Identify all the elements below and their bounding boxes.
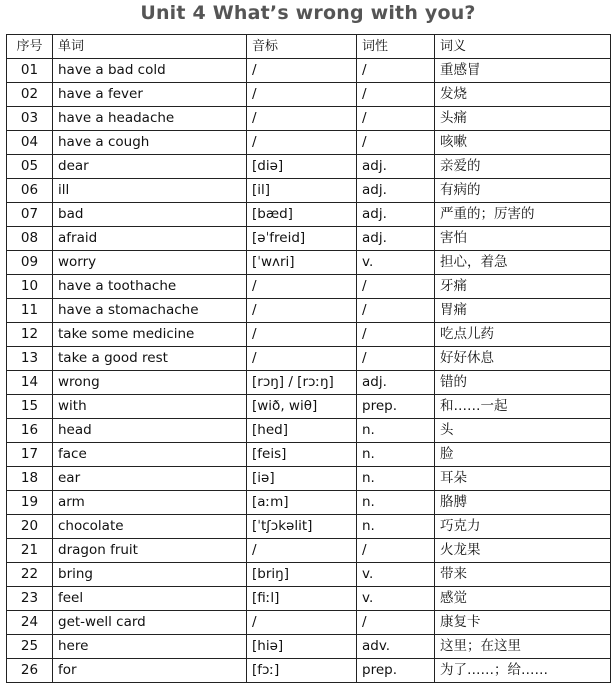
table-row: [7, 179, 611, 203]
cell-ipa: [ˈtʃɔkəlit]: [247, 515, 357, 539]
cell-num: 15: [7, 395, 53, 419]
cell-word: take some medicine: [53, 323, 247, 347]
cell-word: face: [53, 443, 247, 467]
header-pos: 词性: [357, 35, 435, 59]
cell-ipa: [ˈwʌri]: [247, 251, 357, 275]
cell-pos: n.: [357, 491, 435, 515]
cell-num: 03: [7, 107, 53, 131]
cell-word: wrong: [53, 371, 247, 395]
cell-meaning: 错的: [435, 371, 611, 395]
table-row: [7, 659, 611, 683]
cell-word: dear: [53, 155, 247, 179]
cell-num: 04: [7, 131, 53, 155]
cell-meaning: 发烧: [435, 83, 611, 107]
cell-meaning: 感觉: [435, 587, 611, 611]
cell-pos: adv.: [357, 635, 435, 659]
cell-meaning: 火龙果: [435, 539, 611, 563]
cell-word: have a bad cold: [53, 59, 247, 83]
page-title: Unit 4 What’s wrong with you?: [140, 2, 476, 24]
cell-num: 21: [7, 539, 53, 563]
cell-num: 14: [7, 371, 53, 395]
cell-meaning: 头: [435, 419, 611, 443]
cell-pos: /: [357, 347, 435, 371]
table-row: [7, 443, 611, 467]
cell-pos: n.: [357, 443, 435, 467]
cell-word: with: [53, 395, 247, 419]
cell-num: 25: [7, 635, 53, 659]
cell-ipa: [iə]: [247, 467, 357, 491]
cell-pos: /: [357, 539, 435, 563]
cell-meaning: 咳嗽: [435, 131, 611, 155]
cell-pos: v.: [357, 251, 435, 275]
cell-meaning: 有病的: [435, 179, 611, 203]
table-row: [7, 563, 611, 587]
cell-meaning: 好好休息: [435, 347, 611, 371]
cell-word: feel: [53, 587, 247, 611]
cell-word: chocolate: [53, 515, 247, 539]
table-row: [7, 155, 611, 179]
cell-word: for: [53, 659, 247, 683]
cell-pos: n.: [357, 467, 435, 491]
cell-meaning: 脸: [435, 443, 611, 467]
cell-pos: /: [357, 299, 435, 323]
header-ipa: 音标: [247, 35, 357, 59]
table-row: [7, 227, 611, 251]
table-row: [7, 347, 611, 371]
table-row: [7, 611, 611, 635]
cell-num: 08: [7, 227, 53, 251]
cell-ipa: [əˈfreid]: [247, 227, 357, 251]
cell-num: 06: [7, 179, 53, 203]
cell-word: have a stomachache: [53, 299, 247, 323]
cell-pos: /: [357, 83, 435, 107]
cell-ipa: [hiə]: [247, 635, 357, 659]
header-meaning: 词义: [435, 35, 611, 59]
cell-ipa: [il]: [247, 179, 357, 203]
cell-pos: /: [357, 131, 435, 155]
cell-word: get-well card: [53, 611, 247, 635]
header-word: 单词: [53, 35, 247, 59]
table-row: [7, 83, 611, 107]
cell-num: 17: [7, 443, 53, 467]
cell-ipa: [fiːl]: [247, 587, 357, 611]
cell-meaning: 为了……；给……: [435, 659, 611, 683]
cell-num: 22: [7, 563, 53, 587]
cell-ipa: [fɔː]: [247, 659, 357, 683]
cell-meaning: 严重的；厉害的: [435, 203, 611, 227]
cell-word: have a headache: [53, 107, 247, 131]
cell-ipa: /: [247, 611, 357, 635]
table-row: [7, 635, 611, 659]
cell-word: ear: [53, 467, 247, 491]
header-num: 序号: [7, 35, 53, 59]
cell-num: 02: [7, 83, 53, 107]
cell-pos: /: [357, 275, 435, 299]
cell-pos: adj.: [357, 203, 435, 227]
table-row: [7, 323, 611, 347]
table-row: [7, 419, 611, 443]
table-row: [7, 539, 611, 563]
cell-ipa: /: [247, 83, 357, 107]
cell-num: 11: [7, 299, 53, 323]
cell-meaning: 康复卡: [435, 611, 611, 635]
cell-meaning: 担心，着急: [435, 251, 611, 275]
cell-word: arm: [53, 491, 247, 515]
cell-word: head: [53, 419, 247, 443]
cell-num: 26: [7, 659, 53, 683]
cell-word: dragon fruit: [53, 539, 247, 563]
cell-word: bring: [53, 563, 247, 587]
cell-meaning: 耳朵: [435, 467, 611, 491]
table-row: [7, 59, 611, 83]
cell-ipa: /: [247, 347, 357, 371]
cell-num: 23: [7, 587, 53, 611]
cell-num: 13: [7, 347, 53, 371]
cell-num: 19: [7, 491, 53, 515]
vocabulary-rows: [7, 59, 611, 683]
cell-pos: v.: [357, 587, 435, 611]
cell-word: here: [53, 635, 247, 659]
cell-pos: /: [357, 59, 435, 83]
cell-ipa: [feis]: [247, 443, 357, 467]
table-row: [7, 275, 611, 299]
cell-pos: /: [357, 107, 435, 131]
cell-num: 09: [7, 251, 53, 275]
cell-num: 05: [7, 155, 53, 179]
cell-word: bad: [53, 203, 247, 227]
cell-ipa: [aːm]: [247, 491, 357, 515]
table-row: [7, 299, 611, 323]
cell-meaning: 这里；在这里: [435, 635, 611, 659]
cell-meaning: 重感冒: [435, 59, 611, 83]
cell-pos: n.: [357, 419, 435, 443]
cell-ipa: /: [247, 59, 357, 83]
cell-meaning: 胳膊: [435, 491, 611, 515]
cell-pos: adj.: [357, 179, 435, 203]
table-row: [7, 467, 611, 491]
table-row: [7, 203, 611, 227]
cell-ipa: /: [247, 539, 357, 563]
vocabulary-table: [6, 34, 611, 683]
cell-meaning: 亲爱的: [435, 155, 611, 179]
cell-pos: n.: [357, 515, 435, 539]
cell-ipa: /: [247, 275, 357, 299]
cell-meaning: 头痛: [435, 107, 611, 131]
cell-ipa: /: [247, 107, 357, 131]
table-row: [7, 371, 611, 395]
cell-pos: adj.: [357, 371, 435, 395]
cell-word: ill: [53, 179, 247, 203]
cell-meaning: 牙痛: [435, 275, 611, 299]
cell-meaning: 吃点儿药: [435, 323, 611, 347]
cell-word: have a fever: [53, 83, 247, 107]
table-row: [7, 395, 611, 419]
table-row: [7, 587, 611, 611]
table-row: [7, 107, 611, 131]
cell-meaning: 害怕: [435, 227, 611, 251]
cell-num: 07: [7, 203, 53, 227]
cell-ipa: [rɔŋ] / [rɔːŋ]: [247, 371, 357, 395]
cell-meaning: 和……一起: [435, 395, 611, 419]
table-row: [7, 251, 611, 275]
cell-num: 12: [7, 323, 53, 347]
cell-meaning: 胃痛: [435, 299, 611, 323]
cell-ipa: [diə]: [247, 155, 357, 179]
cell-pos: v.: [357, 563, 435, 587]
cell-num: 18: [7, 467, 53, 491]
cell-word: have a toothache: [53, 275, 247, 299]
cell-num: 24: [7, 611, 53, 635]
table-row: [7, 131, 611, 155]
cell-pos: adj.: [357, 155, 435, 179]
cell-num: 01: [7, 59, 53, 83]
cell-pos: prep.: [357, 659, 435, 683]
cell-num: 20: [7, 515, 53, 539]
cell-pos: /: [357, 611, 435, 635]
cell-ipa: /: [247, 323, 357, 347]
cell-ipa: /: [247, 299, 357, 323]
cell-ipa: [briŋ]: [247, 563, 357, 587]
cell-pos: /: [357, 323, 435, 347]
cell-word: afraid: [53, 227, 247, 251]
cell-pos: adj.: [357, 227, 435, 251]
cell-num: 10: [7, 275, 53, 299]
cell-word: worry: [53, 251, 247, 275]
cell-word: take a good rest: [53, 347, 247, 371]
cell-ipa: [wið, wiθ]: [247, 395, 357, 419]
cell-ipa: [hed]: [247, 419, 357, 443]
cell-pos: prep.: [357, 395, 435, 419]
cell-ipa: /: [247, 131, 357, 155]
header-row: [7, 35, 611, 59]
cell-ipa: [bæd]: [247, 203, 357, 227]
cell-word: have a cough: [53, 131, 247, 155]
cell-meaning: 巧克力: [435, 515, 611, 539]
table-row: [7, 491, 611, 515]
cell-num: 16: [7, 419, 53, 443]
cell-meaning: 带来: [435, 563, 611, 587]
table-row: [7, 515, 611, 539]
